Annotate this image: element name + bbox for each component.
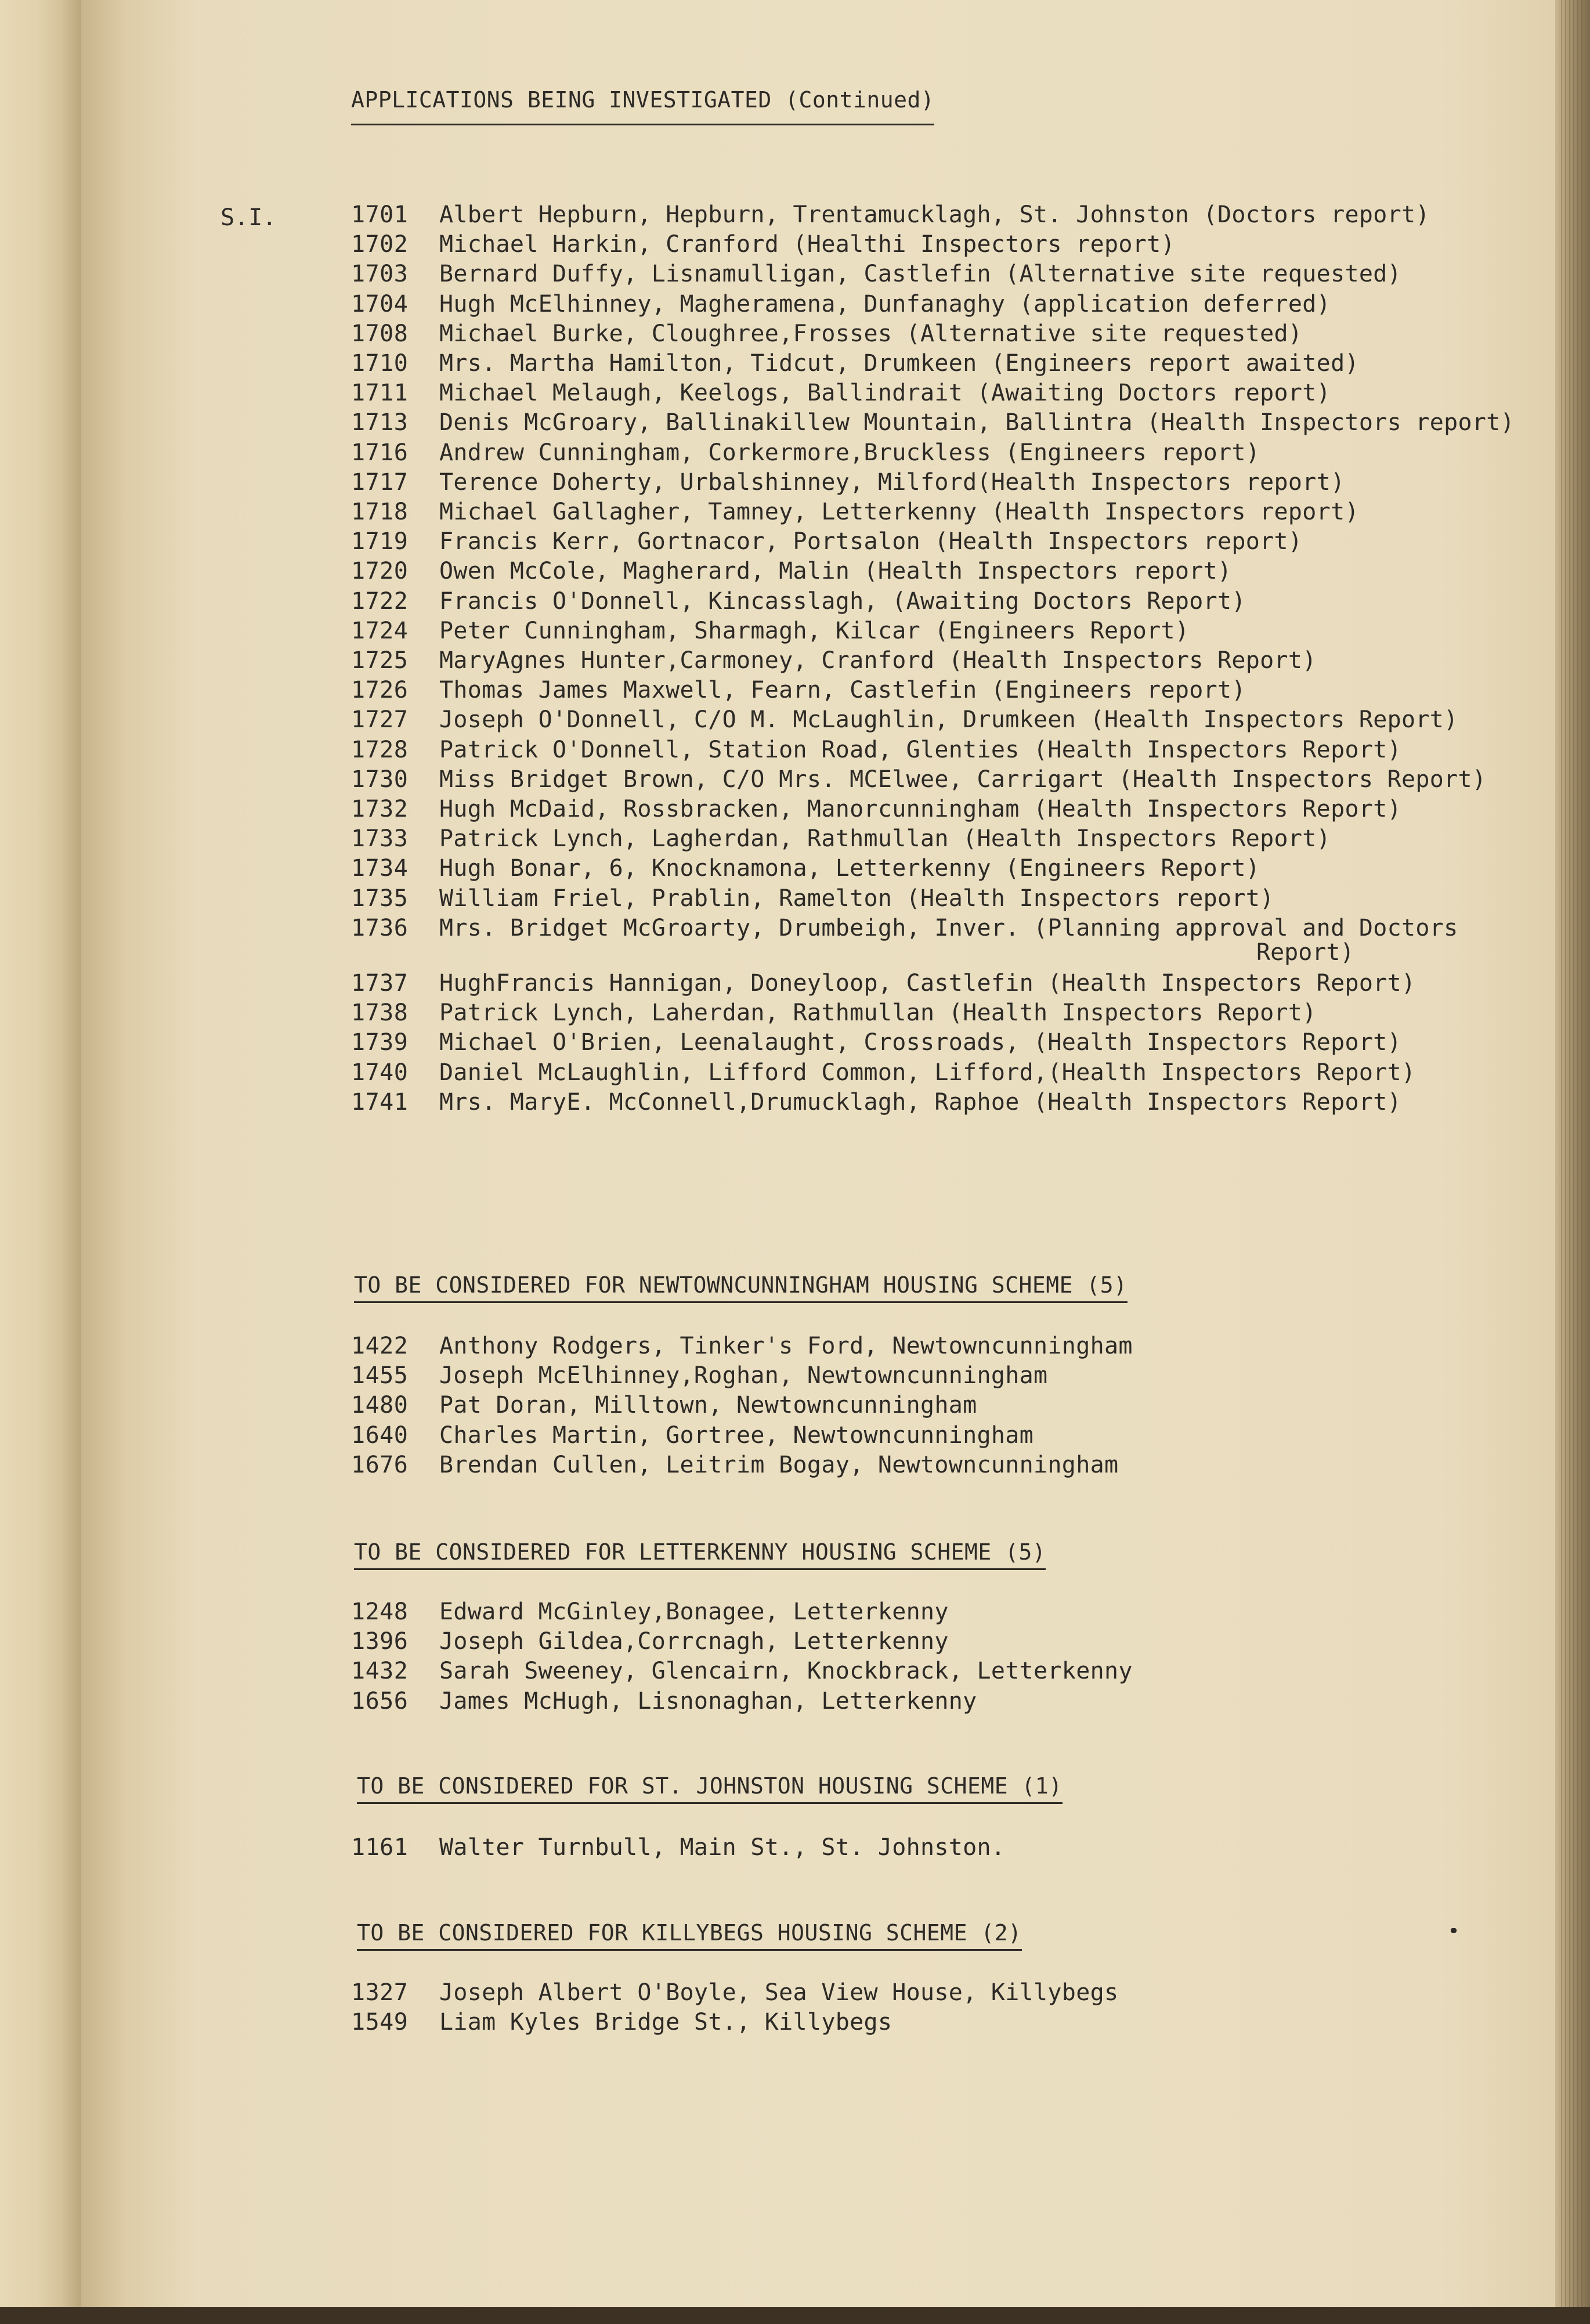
application-entry: Michael Melaugh, Keelogs, Ballindrait (Awaiting Doctors report) (439, 380, 1331, 407)
list-item (351, 349, 1546, 378)
application-entry: Pat Doran, Milltown, Newtowncunningham (439, 1392, 977, 1419)
application-number: 1711 (351, 380, 409, 407)
list-item (351, 438, 1546, 468)
application-number: 1701 (351, 201, 409, 228)
application-number: 1738 (351, 999, 409, 1027)
application-entry: Hugh McElhinney, Magheramena, Dunfanaghy (application deferred) (439, 290, 1331, 317)
application-number: 1741 (351, 1088, 409, 1116)
application-number: 1720 (351, 558, 409, 585)
application-number: 1717 (351, 468, 409, 496)
application-number: 1725 (351, 647, 409, 674)
application-number: 1455 (351, 1362, 409, 1390)
application-entry: Francis O'Donnell, Kincasslagh, (Awaiting Doctors Report) (439, 587, 1246, 615)
application-number: 1739 (351, 1029, 409, 1056)
list-item (351, 2008, 1546, 2037)
application-number: 1730 (351, 766, 409, 793)
application-entry: Joseph McElhinney,Roghan, Newtowncunningham (439, 1362, 1048, 1390)
application-number: 1703 (351, 261, 409, 288)
application-number: 1704 (351, 290, 409, 317)
application-number: 1713 (351, 409, 409, 436)
list-item (351, 914, 1546, 943)
newtowncunningham-heading: TO BE CONSIDERED FOR NEWTOWNCUNNINGHAM HOUSING SCHEME (5) (354, 1272, 1128, 1303)
list-item (351, 200, 1546, 230)
application-number: 1718 (351, 499, 409, 526)
application-entry: Peter Cunningham, Sharmagh, Kilcar (Engineers Report) (439, 617, 1190, 644)
application-entry: Joseph Gildea,Corrcnagh, Letterkenny (439, 1628, 949, 1655)
application-number: 1740 (351, 1059, 409, 1086)
application-entry: Patrick Lynch, Lagherdan, Rathmullan (Health Inspectors Report) (439, 825, 1331, 853)
bottom-shadow (0, 2307, 1590, 2324)
list-item (351, 1028, 1546, 1058)
list-item (351, 1657, 1546, 1686)
application-number: 1719 (351, 528, 409, 555)
list-item (351, 557, 1546, 586)
application-entry: Mrs. Bridget McGroarty, Drumbeigh, Inver. (Planning approval and Doctors (439, 914, 1458, 941)
application-entry: Edward McGinley,Bonagee, Letterkenny (439, 1598, 949, 1625)
list-item (351, 616, 1546, 646)
application-number: 1422 (351, 1333, 409, 1359)
application-entry: Owen McCole, Magherard, Malin (Health Inspectors report) (439, 558, 1232, 585)
application-number: 1732 (351, 796, 409, 823)
application-number: 1656 (351, 1687, 409, 1715)
application-number: 1708 (351, 320, 409, 347)
list-item (351, 1058, 1546, 1088)
application-entry: Francis Kerr, Gortnacor, Portsalon (Health Inspectors report) (439, 528, 1303, 555)
application-number: 1734 (351, 855, 409, 882)
application-number: 1733 (351, 825, 409, 853)
application-entry-continuation: Report) (1256, 939, 1354, 966)
application-entry: Bernard Duffy, Lisnamulligan, Castlefin (Alternative site requested) (439, 261, 1401, 288)
application-number: 1716 (351, 439, 409, 466)
list-item (351, 676, 1546, 705)
application-entry: Denis McGroary, Ballinakillew Mountain, Ballintra (Health Inspectors report) (439, 409, 1515, 436)
application-entry: Joseph O'Donnell, C/O M. McLaughlin, Drumkeen (Health Inspectors Report) (439, 706, 1458, 734)
list-item (351, 527, 1546, 557)
page-title: APPLICATIONS BEING INVESTIGATED (Continued) (351, 87, 934, 116)
applications-list (351, 200, 1546, 1117)
list-item (351, 824, 1546, 854)
application-number: 1432 (351, 1658, 409, 1685)
list-item (351, 735, 1546, 765)
list-item (351, 230, 1546, 259)
list-item (351, 646, 1546, 676)
list-item (351, 378, 1546, 408)
application-number: 1327 (351, 1979, 409, 2006)
application-entry: Andrew Cunningham, Corkermore,Bruckless (Engineers report) (439, 439, 1260, 466)
list-item (351, 290, 1546, 319)
list-item (351, 259, 1546, 289)
list-item (351, 854, 1546, 883)
application-entry: Mrs. Martha Hamilton, Tidcut, Drumkeen (Engineers report awaited) (439, 350, 1359, 377)
application-entry: Michael Gallagher, Tamney, Letterkenny (Health Inspectors report) (439, 499, 1359, 526)
application-entry: Thomas James Maxwell, Fearn, Castlefin (Engineers report) (439, 677, 1246, 704)
application-entry: Liam Kyles Bridge St., Killybegs (439, 2009, 892, 2036)
list-item (351, 1421, 1546, 1450)
list-item (351, 1978, 1546, 2008)
application-number: 1724 (351, 617, 409, 644)
newtowncunningham-list (351, 1331, 1546, 1480)
application-number: 1737 (351, 970, 409, 997)
list-item (351, 1088, 1546, 1117)
application-entry: Hugh McDaid, Rossbracken, Manorcunningham (Health Inspectors Report) (439, 796, 1401, 823)
application-number: 1640 (351, 1421, 409, 1449)
application-entry: MaryAgnes Hunter,Carmoney, Cranford (Health Inspectors Report) (439, 647, 1317, 674)
list-item (351, 1627, 1546, 1657)
application-number: 1728 (351, 736, 409, 763)
application-entry: Hugh Bonar, 6, Knocknamona, Letterkenny (Engineers Report) (439, 855, 1260, 882)
letterkenny-list (351, 1597, 1546, 1716)
application-entry: Anthony Rodgers, Tinker's Ford, Newtowncunningham (439, 1333, 1133, 1359)
list-item (351, 765, 1546, 795)
application-number: 1396 (351, 1628, 409, 1655)
st-johnston-heading: TO BE CONSIDERED FOR ST. JOHNSTON HOUSING SCHEME (1) (357, 1773, 1063, 1804)
killybegs-list (351, 1978, 1546, 2037)
list-item (351, 1687, 1546, 1716)
list-item (351, 969, 1546, 998)
list-item (351, 1450, 1546, 1480)
st-johnston-list (351, 1833, 1546, 1863)
list-item (351, 319, 1546, 349)
application-number: 1722 (351, 587, 409, 615)
list-item (351, 1331, 1546, 1361)
application-entry: HughFrancis Hannigan, Doneyloop, Castlefin (Health Inspectors Report) (439, 970, 1416, 997)
application-entry: Patrick O'Donnell, Station Road, Glenties (Health Inspectors Report) (439, 736, 1401, 763)
application-number: 1549 (351, 2009, 409, 2036)
application-entry: Charles Martin, Gortree, Newtowncunningham (439, 1421, 1034, 1449)
application-entry: Michael O'Brien, Leenalaught, Crossroads, (Health Inspectors Report) (439, 1029, 1401, 1056)
application-entry: Daniel McLaughlin, Lifford Common, Lifford,(Health Inspectors Report) (439, 1059, 1416, 1086)
application-entry: Michael Harkin, Cranford (Healthi Inspectors report) (439, 231, 1175, 258)
application-number: 1702 (351, 231, 409, 258)
application-number: 1736 (351, 914, 409, 941)
application-entry: Joseph Albert O'Boyle, Sea View House, Killybegs (439, 1979, 1119, 2006)
list-item (351, 497, 1546, 527)
list-item (351, 884, 1546, 914)
application-entry: Miss Bridget Brown, C/O Mrs. MCElwee, Carrigart (Health Inspectors Report) (439, 766, 1487, 793)
application-number: 1248 (351, 1598, 409, 1625)
application-entry: Albert Hepburn, Hepburn, Trentamucklagh, St. Johnston (Doctors report) (439, 201, 1430, 228)
list-item (351, 408, 1546, 438)
application-entry: Mrs. MaryE. McConnell,Drumucklagh, Raphoe (Health Inspectors Report) (439, 1088, 1401, 1116)
application-entry: Brendan Cullen, Leitrim Bogay, Newtowncunningham (439, 1451, 1119, 1478)
letterkenny-heading: TO BE CONSIDERED FOR LETTERKENNY HOUSING SCHEME (5) (354, 1539, 1046, 1570)
list-item (351, 1833, 1546, 1863)
application-entry: Michael Burke, Cloughree,Frosses (Alternative site requested) (439, 320, 1303, 347)
list-item (351, 705, 1546, 735)
page-stack-lines (1561, 0, 1584, 2324)
list-item (351, 1361, 1546, 1391)
application-entry: Sarah Sweeney, Glencairn, Knockbrack, Letterkenny (439, 1658, 1133, 1685)
application-entry: William Friel, Prablin, Ramelton (Health Inspectors report) (439, 885, 1274, 912)
list-item (351, 795, 1546, 824)
application-entry: Walter Turnbull, Main St., St. Johnston. (439, 1834, 1006, 1861)
killybegs-heading: TO BE CONSIDERED FOR KILLYBEGS HOUSING SCHEME (2) (357, 1920, 1022, 1951)
application-number: 1727 (351, 706, 409, 734)
list-item (351, 468, 1546, 497)
application-entry: James McHugh, Lisnonaghan, Letterkenny (439, 1687, 977, 1715)
application-entry: Terence Doherty, Urbalshinney, Milford(Health Inspectors report) (439, 468, 1345, 496)
list-item (351, 998, 1546, 1028)
area-code: S.I. (221, 204, 277, 231)
application-number: 1710 (351, 350, 409, 377)
ink-speck (1451, 1928, 1457, 1933)
list-item (351, 1597, 1546, 1627)
application-number: 1726 (351, 677, 409, 704)
binding-gutter (0, 0, 81, 2324)
application-number: 1480 (351, 1392, 409, 1419)
application-number: 1676 (351, 1451, 409, 1478)
application-entry: Patrick Lynch, Laherdan, Rathmullan (Health Inspectors Report) (439, 999, 1317, 1027)
application-number: 1161 (351, 1834, 409, 1861)
list-item (351, 587, 1546, 616)
list-item (351, 1391, 1546, 1420)
application-number: 1735 (351, 885, 409, 912)
